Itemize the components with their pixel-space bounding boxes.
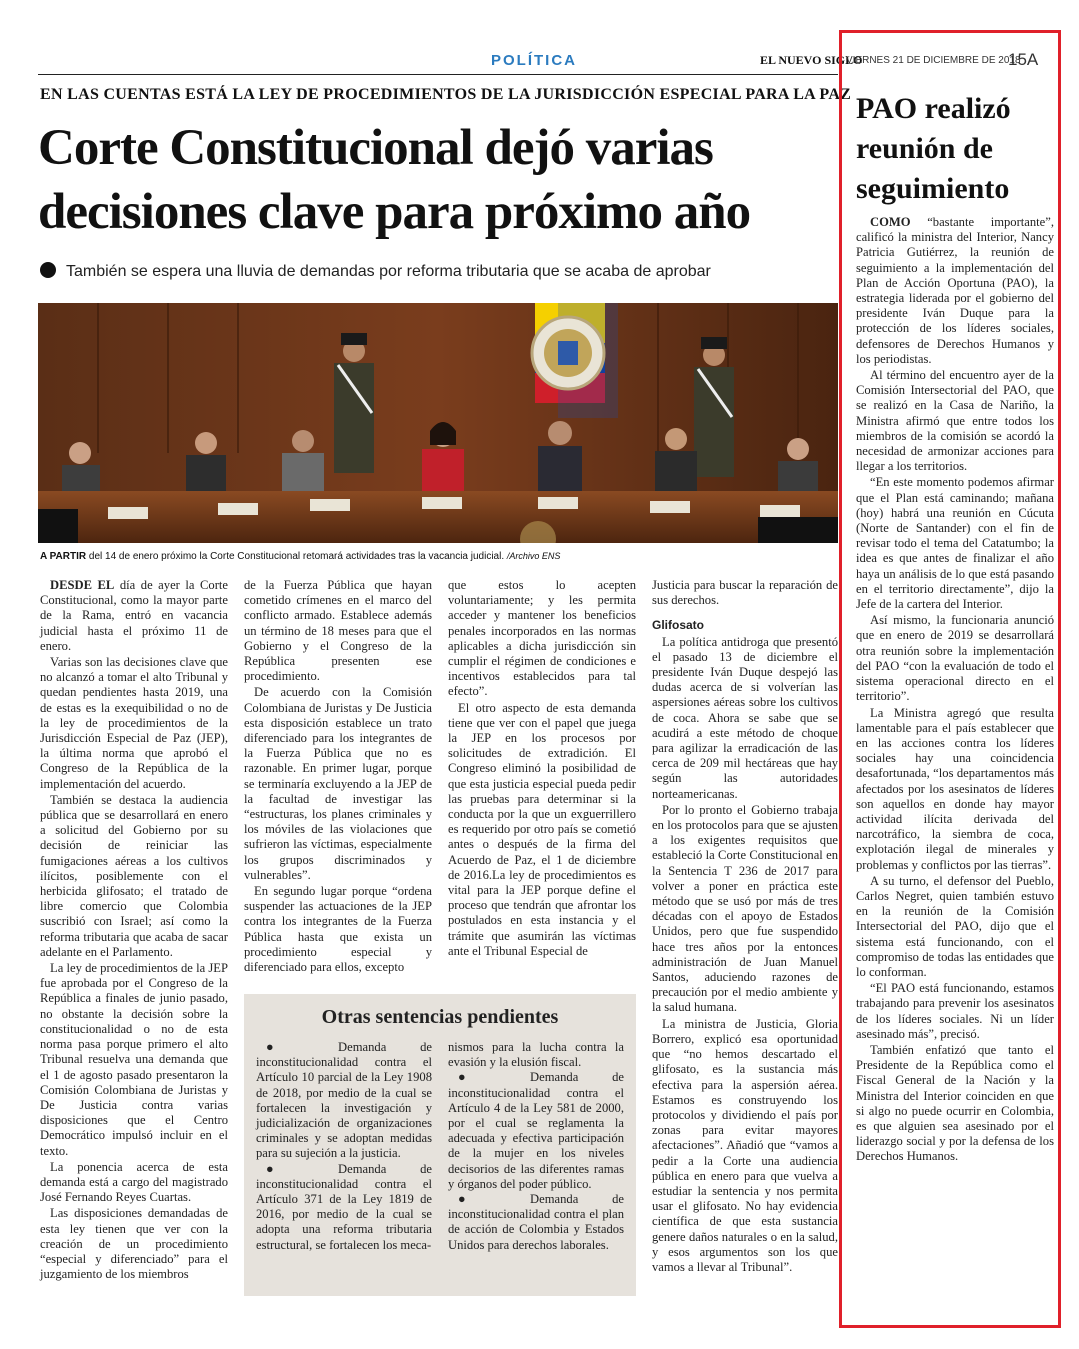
box-title: Otras sentencias pendientes [321, 1006, 559, 1028]
side-article-body [856, 215, 1054, 1166]
paragraph: De acuerdo con la Comisión Colombiana de Juristas y De Justicia esta disposición establece un trato diferenciado para los integrantes de la Fuerza Pública que no es razonable. En primer lugar, porque se terminaría excluyendo a la JEP de la facultad de investigar las “estructuras, los planes criminales y los móviles de las violaciones que sufrieron las víctimas, especialmente los grupos discriminados y vulnerables”. [244, 685, 432, 882]
paragraph: “En este momento podemos afirmar que el Plan está caminando; mañana (hoy) habrá una reunión en Cúcuta (Norte de Santander) con el fin de revisar todo el tema del Catatumbo; la idea es que antes de finalizar el año haya un análisis de lo que está pasando en el territorio directamente”, dijo la Jefe de la cartera del Interior. [856, 475, 1054, 612]
article-column-4 [652, 578, 838, 1276]
newspaper-name: EL NUEVO SIGLO [760, 53, 863, 67]
pending-rulings-box [244, 994, 636, 1296]
box-item: ● Demanda de inconstitucionalidad contra el Artículo 4 de la Ley 581 de 2000, por el cual se reglamenta la adecuada y efectiva participación de la mujer en los niveles decisorios de las diferentes ramas y órganos del poder público. [448, 1070, 624, 1191]
box-column-right [448, 1040, 624, 1253]
paragraph: En segundo lugar porque “ordena suspender las actuaciones de la JEP contra los integrantes de la Fuerza Pública hasta que exista un procedimiento especial y diferenciado para ellos, excepto [244, 884, 432, 975]
paragraph: día de ayer la Corte Constitucional, como la mayor parte de la Rama, entró en vacancia judicial hasta el próximo 11 de enero. [40, 578, 228, 653]
paragraph: A su turno, el defensor del Pueblo, Carlos Negret, quien también estuvo en la reunión de la Comisión Intersectorial del PAO, dijo que el sistema está funcionando, con el compromiso de todas las entidades que lo conforman. [856, 873, 1054, 979]
article-kicker: EN LAS CUENTAS ESTÁ LA LEY DE PROCEDIMIENTOS DE LA JURISDICCIÓN ESPECIAL PARA LA PAZ [40, 86, 852, 103]
box-item: ● Demanda de inconstitucionalidad contra el Artículo 10 parcial de la Ley 1908 de 2018, por medio de la cual se fortalecen la investigación y judicialización de organizaciones criminales y se adoptan medidas para su sujeción a la justicia. [256, 1040, 432, 1161]
coat-of-arms-icon [532, 317, 604, 389]
paragraph: Al término del encuentro ayer de la Comisión Intersectorial del PAO, que se realizó en la Casa de Nariño, la Ministra afirmó que entre todos los miembros de la comisión se acordó la necesidad de armonizar acciones para llegar a los territorios. [856, 368, 1054, 474]
box-item: ● Demanda de inconstitucionalidad contra el Artículo 371 de la Ley 1819 de 2016, por medio de la cual se adopta una reforma tributaria estructural, se fortalecen los meca- [256, 1161, 432, 1252]
article-column-2 [244, 578, 432, 976]
article-headline [38, 116, 828, 244]
paragraph: La ponencia acerca de esta demanda está a cargo del magistrado José Fernando Reyes Cuartas. [40, 1159, 228, 1205]
box-item: nismos para la lucha contra la evasión y la elusión fiscal. [448, 1040, 624, 1070]
box-item: ● Demanda de inconstitucionalidad contra el plan de acción de Colombia y Estados Unidos para derechos laborales. [448, 1192, 624, 1252]
headline-line-1: Corte Constitucional dejó varias [38, 120, 713, 176]
photo-credit: /Archivo ENS [506, 551, 561, 561]
paragraph: También se destaca la audiencia pública que se desarrollará en enero a solicitud del Gobierno por su decisión de reiniciar las fumigaciones aéreas a los cultivos ilícitos, posiblemente con el herbicida glifosato; el tratado de libre comercio que Colombia suscribió con Israel; así como la reforma tributaria que acaba de sacar adelante en el Parlamento. [40, 792, 228, 959]
paragraph: “bastante importante”, calificó la ministra del Interior, Nancy Patricia Gutiérrez, la reunión de seguimiento a la implementación del Plan de Acción Oportuna (PAO), la estrategia liderada por el gobierno del presidente Iván Duque para la protección de los líderes sociales, defensores de Derechos Humanos y los periodistas. [856, 215, 1054, 366]
section-subtitle: Glifosato [652, 618, 705, 633]
article-photo [38, 303, 838, 543]
photo-caption [40, 551, 840, 562]
header-rule [38, 74, 838, 75]
article-subhead [40, 262, 711, 281]
box-column-left [256, 1040, 432, 1253]
paragraph: La Ministra agregó que resulta lamentable para el país establecer que en las acciones contra los líderes sociales hay una coincidencia desafortunada, “los departamentos más afectados por los asesinatos de líderes son aquellos en donde hay mayor actividad ilícita derivada del narcotráfico, la siembra de coca, explotación ilegal de minerales y problemas y conflictos por las tierras”. [856, 705, 1054, 872]
headline-line-2: decisiones clave para próximo año [38, 184, 751, 240]
paragraph: de la Fuerza Pública que hayan cometido crímenes en el marco del conflicto armado. Establece además un término de 18 meses para que el Gobierno y el Congreso de la República presenten ese procedimiento. [244, 578, 432, 684]
caption-text: del 14 de enero próximo la Corte Constitucional retomará actividades tras la vacancia judicial. [86, 551, 507, 562]
paragraph: También enfatizó que tanto el Presidente de la República como el Fiscal General de la Nación y la Ministra del Interior coinciden en que si algo no puede ocurrir en Colombia, es que alguien sea asesinado por el liderazgo social y por la defensa de los Derechos Humanos. [856, 1042, 1054, 1164]
paragraph: La política antidroga que presentó el pasado 13 de diciembre el presidente Iván Duque despejó las dudas acerca de si volverían las aspersiones aéreas sobre los cultivos de coca. Ahora se sabe que se acudirá a este método de choque para agilizar la erradicación de las cerca de 209 mil hectáreas que hay según las autoridades norteamericanas. [652, 634, 838, 801]
article-column-1 [40, 578, 228, 1283]
paragraph: La ministra de Justicia, Gloria Borrero, explicó esa oportunidad que “no hemos descartado el glifosato, es la sustancia más efectiva para la aspersión aérea. Estamos es construyendo los protocolos y dividiendo el país por zonas para evitar mayores afectaciones”. Añadió que “vamos a pedir a la Corte una audiencia pública en enero para que vuelva a estudiar la sentencia y nos permita usar el glifosato. No hay evidencia científica de que esta sustancia genere daños naturales o en la salud, y esos argumentos son los que vamos a llevar al Tribunal”. [652, 1016, 838, 1274]
paragraph: Las disposiciones demandadas de esta ley tienen que ver con la creación de un procedimiento “especial y diferenciado” para el juzgamiento de los miembros [40, 1206, 228, 1282]
side-article [839, 30, 1061, 1328]
lead-in: COMO [870, 215, 911, 229]
lead-in: DESDE EL [50, 578, 115, 592]
paragraph: El otro aspecto de esta demanda tiene que ver con el papel que juega la JEP en los procesos por solicitudes de extradición. El Congreso eliminó la posibilidad de que esta justicia especial pueda pedir las pruebas para determinar si la conducta por la que un exguerrillero es requerido por otro país se cometió antes o después de la firma del Acuerdo de Paz, el 1 de diciembre de 2016.La ley de procedimientos es vital para la JEP porque define el proceso que tendrán que afrontar los postulados en esta instancia y el trámite que asumirán las víctimas ante el Tribunal Especial de [448, 700, 636, 958]
paragraph: que estos lo acepten voluntariamente; y les permita acceder y mantener los beneficios penales incorporados en las normas aplicables a dicha jurisdicción sin cumplir el régimen de condiciones e incentivos establecidos para tal efecto”. [448, 578, 636, 699]
page-number: 15A [1008, 50, 1039, 69]
article-column-3 [448, 578, 636, 960]
paragraph: Por lo pronto el Gobierno trabaja en los protocolos para que se ajusten a los exigentes requisitos que estableció la Corte Constitucional en la Sentencia T 236 de 2017 para volver a poner en práctica este método que se usó por más de tres décadas con el apoyo de Estados Unidos, pero que fue suspendido hace tres años por la entonces administración de Juan Manuel Santos, aduciendo razones de precaución por el medio ambiente y la salud humana. [652, 802, 838, 1015]
subhead-text: También se espera una lluvia de demandas por reforma tributaria que se acaba de aprobar [66, 263, 711, 280]
paragraph: “El PAO está funcionando, estamos trabajando para prevenir los asesinatos de los líderes sociales. Ni un líder asesinado más”, precisó. [856, 981, 1054, 1041]
paragraph: Justicia para buscar la reparación de sus derechos. [652, 578, 838, 608]
publication-date: VIERNES 21 DE DICIEMBRE DE 2018 [846, 55, 1021, 66]
paragraph: La ley de procedimientos de la JEP fue aprobada por el Congreso de la República a finales de junio pasado, no obstante la decisión sobre la constitucionalidad o no de esta norma pasa porque primero el alto Tribunal resuelva una demanda que el 1 de agosto pasado presentaron la Comisión Colombiana de Juristas y De Justicia contra varias disposiciones que el Centro Democrático impulsó incluir en el texto. [40, 961, 228, 1158]
court-session-illustration [38, 303, 838, 543]
bullet-icon [40, 262, 56, 278]
paragraph: Así mismo, la funcionaria anunció que en enero de 2019 se desarrollará otra reunión sobre la implementación del PAO “con la evaluación de todo el sistema operacional directo en el territorio”. [856, 613, 1054, 704]
section-name: POLÍTICA [491, 52, 577, 69]
caption-lead: A PARTIR [40, 551, 87, 562]
side-article-title: PAO realizó reunión de seguimiento [856, 92, 1011, 205]
paragraph: Varias son las decisiones clave que no alcanzó a tomar el alto Tribunal y quedan pendientes hasta 2019, una de estas es la exequibilidad o no de la ley de procedimientos de la Jurisdicción Especial de Paz (JEP), la última norma que aprobó el Congreso de la República de la implementación del acuerdo. [40, 655, 228, 791]
